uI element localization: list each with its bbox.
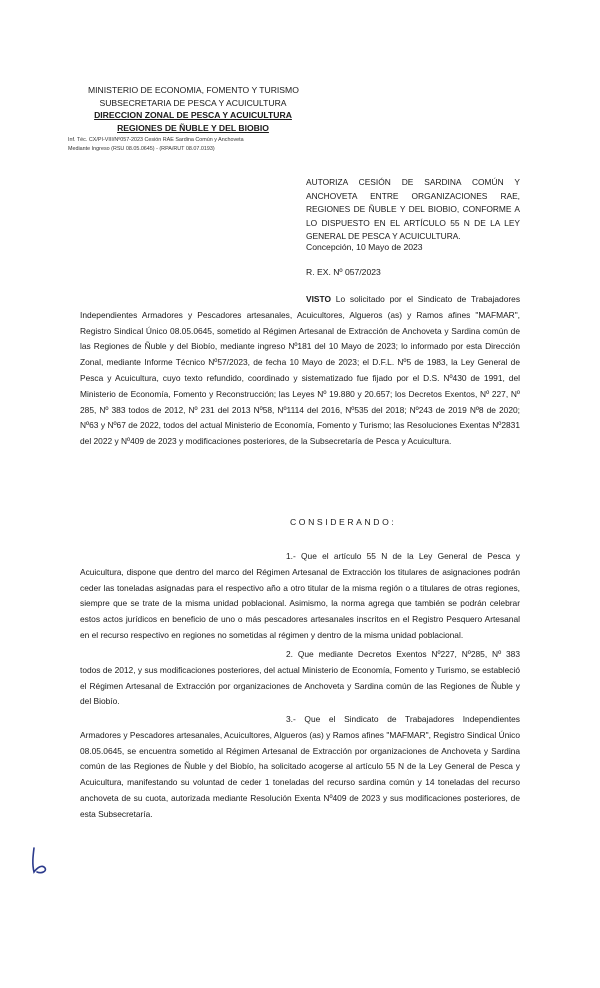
resolution-number: R. EX. Nº 057/2023 <box>306 267 381 277</box>
reference-lines <box>68 136 328 154</box>
reference-line-2: Mediante Ingreso (RSU 08.05.0645) - (RPA/RUT 08.07.0193) <box>68 146 215 152</box>
visto-text: Lo solicitado por el Sindicato de Trabajadores Independientes Armadores y Pescadores artesanales, Acuicultores, Algueros (as) y Ramos afines "MAFMAR", Registro Sindical Único 08.05.0645, sometido al Régimen Artesanal de Extracción de Anchoveta y Sardina común de las Regiones de Ñuble y del Biobío, mediante ingreso Nº181 del 10 Mayo de 2023; lo informado por esta Dirección Zonal, mediante Informe Técnico Nº57/2023, de fecha 10 Mayo de 2023; el D.F.L. Nº5 de 1983, la Ley General de Pesca y Acuicultura, cuyo texto refundido, coordinado y sistematizado fue fijado por el D.S. Nº430 de 1991, del Ministerio de Economía, Fomento y Reconstrucción; las Leyes Nº 19.880 y 20.657; los Decretos Exentos, Nº 227, Nº 285, Nº 383 todos de 2012, Nº 231 del 2013 Nº58, Nº1114 del 2016, Nº535 del 2018; Nº243 de 2019 Nº8 de 2020; Nº63 y Nº67 de 2022, todos del actual Ministerio de Economía, Fomento y Turismo; las Resoluciones Exentas Nº2831 del 2022 y Nº409 de 2023 y modificaciones posteriores, de la Subsecretaría de Pesca y Acuicultura. <box>80 294 521 447</box>
considerando-heading: CONSIDERANDO: <box>290 517 397 527</box>
considerando-paragraph-2 <box>80 647 520 710</box>
considerando-paragraph-3 <box>80 712 520 823</box>
handwritten-initial-mark <box>28 846 54 876</box>
resolution-summary: AUTORIZA CESIÓN DE SARDINA COMÚN Y ANCHOVETA ENTRE ORGANIZACIONES RAE, REGIONES DE ÑUBLE Y DEL BIOBIO, CONFORME A LO DISPUESTO EN EL ARTÍCULO 55 N DE LA LEY GENERAL DE PESCA Y ACUICULTURA. <box>306 177 520 242</box>
reference-line-1: Inf. Téc. CX/PI-VIII/Nº057-2023 Cesión RAE Sardina Común y Anchoveta <box>68 137 244 143</box>
paragraph-2-text: 2. Que mediante Decretos Exentos Nº227, Nº285, Nº 383 todos de 2012, y sus modificaciones posteriores, del actual Ministerio de Economía, Fomento y Turismo, se estableció el Régimen Artesanal de Extracción por organizaciones de Anchoveta y Sardina común de las Regiones de Ñuble y del Biobío. <box>80 649 520 707</box>
direccion-zonal-name: DIRECCION ZONAL DE PESCA Y ACUICULTURA <box>94 110 292 120</box>
letterhead <box>88 84 298 134</box>
subsecretaria-name: SUBSECRETARIA DE PESCA Y ACUICULTURA <box>99 97 287 108</box>
visto-paragraph <box>80 292 520 450</box>
ministry-name: MINISTERIO DE ECONOMIA, FOMENTO Y TURISMO <box>88 85 299 95</box>
regiones-name: REGIONES DE ÑUBLE Y DEL BIOBIO <box>117 122 269 133</box>
resolution-date: Concepción, 10 Mayo de 2023 <box>306 242 423 252</box>
paragraph-3-text: 3.- Que el Sindicato de Trabajadores Independientes Armadores y Pescadores artesanales, Acuicultores, Algueros (as) y Ramos afines "MAFMAR", Registro Sindical Único 08.05.0645, se encuentra sometido al Régimen Artesanal de Extracción por organizaciones de Anchoveta y Sardina común de las Regiones de Ñuble y del Biobío, ha solicitado acogerse al artículo 55 N de la Ley General de Pesca y Acuicultura, manifestando su voluntad de ceder 1 toneladas del recurso sardina común y 14 toneladas del recurso anchoveta de su cuota, autorizada mediante Resolución Exenta Nº409 de 2023 y sus modificaciones posteriores, de esta Subsecretaría. <box>80 714 520 819</box>
paragraph-1-text: 1.- Que el artículo 55 N de la Ley General de Pesca y Acuicultura, dispone que dentro del marco del Régimen Artesanal de Extracción los titulares de asignaciones podrán ceder las toneladas asignadas para el respectivo año a otro titular de la misma región o a titulares de otras regiones, siempre que se trate de la misma unidad poblacional. Asimismo, la norma agrega que también se podrán celebrar estos actos jurídicos en beneficio de uno o más pescadores artesanales inscritos en el Registro Pesquero Artesanal en el recurso respectivo en regiones no sometidas al régimen y dentro de la misma unidad poblacional. <box>80 551 520 640</box>
considerando-paragraph-1 <box>80 549 520 644</box>
visto-keyword: VISTO <box>306 294 331 304</box>
